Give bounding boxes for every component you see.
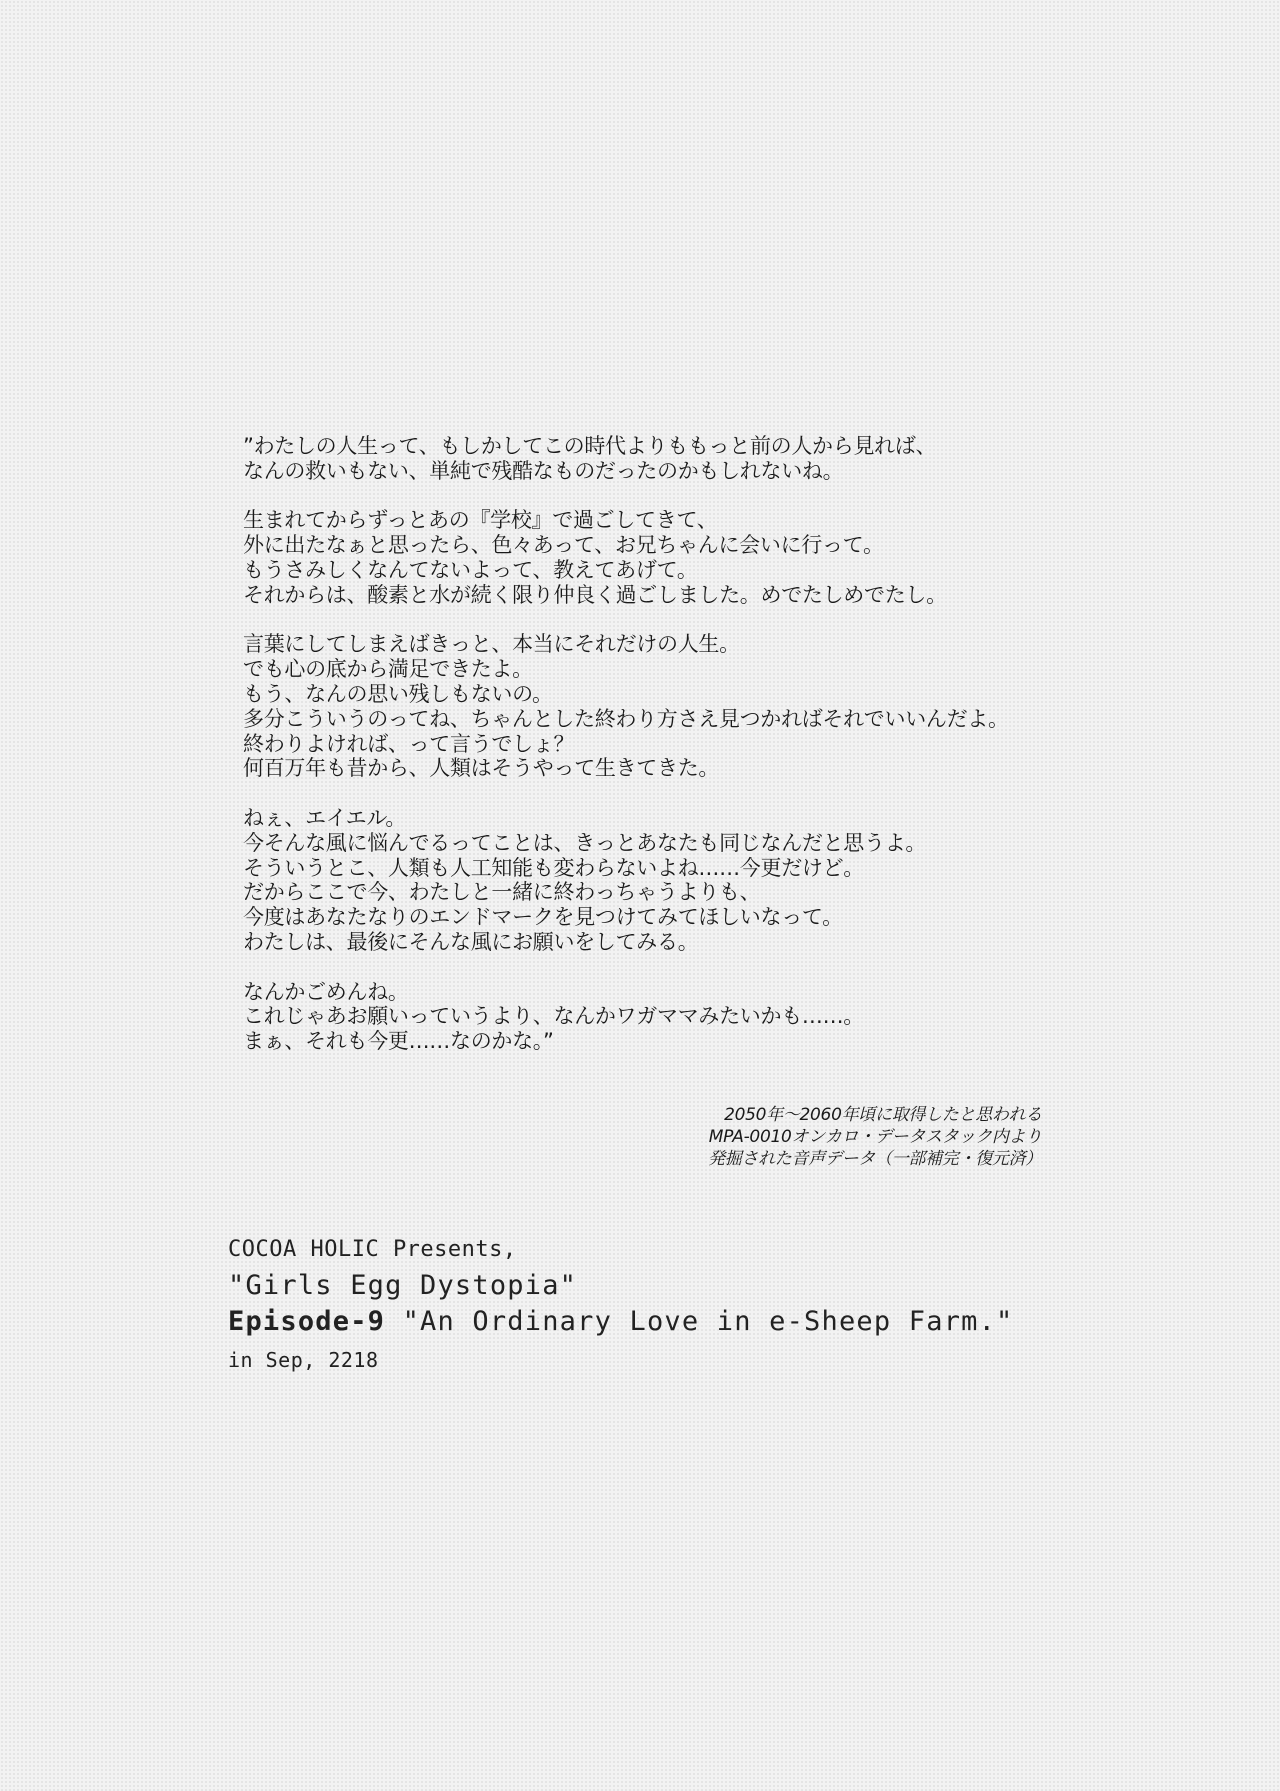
text-line: それからは、酸素と水が続く限り仲良く過ごしました。めでたしめでたし。 [243,582,947,607]
text-line: 生まれてからずっとあの『学校』で過ごしてきて、 [243,508,718,533]
text-line: 言葉にしてしまえばきっと、本当にそれだけの人生。 [243,632,740,657]
text-line: 終わりよければ、って言うでしょ？ [243,731,575,756]
text-line: ”わたしの人生って、もしかしてこの時代よりももっと前の人から見れば、 [243,434,937,458]
text-line: 外に出たなぁと思ったら、色々あって、お兄ちゃんに会いに行って。 [243,533,884,558]
text-line: だからここで今、わたしと一緒に終わっちゃうよりも、 [243,880,761,905]
attribution-line: 発掘された音声データ（一部補完・復元済） [708,1149,1042,1169]
episode-title: "An Ordinary Love in e-Sheep Farm." [402,1306,1014,1337]
text-line: なんかごめんね。 [243,979,409,1004]
stanza [243,806,1103,955]
text-line: ねぇ、エイエル。 [243,805,407,830]
episode-label: Episode-9 [228,1306,386,1337]
text-line: 何百万年も昔から、人類はそうやって生きてきた。 [243,756,720,781]
monologue-text [243,434,1103,1054]
stanza [243,434,1103,484]
source-attribution [708,1104,1042,1170]
attribution-line: 2050年～2060年頃に取得したと思われる [724,1105,1042,1125]
text-line: 今そんな風に悩んでるってことは、きっとあなたも同じなんだと思うよ。 [243,830,927,855]
text-line: 今度はあなたなりのエンドマークを見つけてみてほしいなって。 [243,905,843,930]
text-line: そういうとこ、人類も人工知能も変わらないよね……今更だけど。 [243,855,864,880]
date-line: in Sep, 2218 [228,1348,379,1372]
text-line: わたしは、最後にそんな風にお願いをしてみる。 [243,929,699,954]
stanza [243,980,1103,1054]
stanza [243,508,1103,607]
presents-line: COCOA HOLIC Presents, [228,1237,517,1262]
episode-line [228,1304,1014,1340]
text-line: もう、なんの思い残しもないの。 [243,681,553,706]
text-line: もうさみしくなんてないよって、教えてあげて。 [243,557,698,582]
series-title: "Girls Egg Dystopia" [228,1270,578,1301]
attribution-line: MPA-0010オンカロ・データスタック内より [708,1127,1042,1147]
credits-block [228,1236,1014,1374]
stanza [243,632,1103,781]
text-line: でも心の底から満足できたよ。 [243,657,533,682]
text-line: これじゃあお願いっていうより、なんかワガママみたいかも……。 [243,1004,864,1029]
text-line: なんの救いもない、単純で残酷なものだったのかもしれないね。 [243,458,844,483]
text-line: まぁ、それも今更……なのかな。” [243,1029,554,1054]
text-line: 多分こういうのってね、ちゃんとした終わり方さえ見つかればそれでいいんだよ。 [243,706,1009,731]
